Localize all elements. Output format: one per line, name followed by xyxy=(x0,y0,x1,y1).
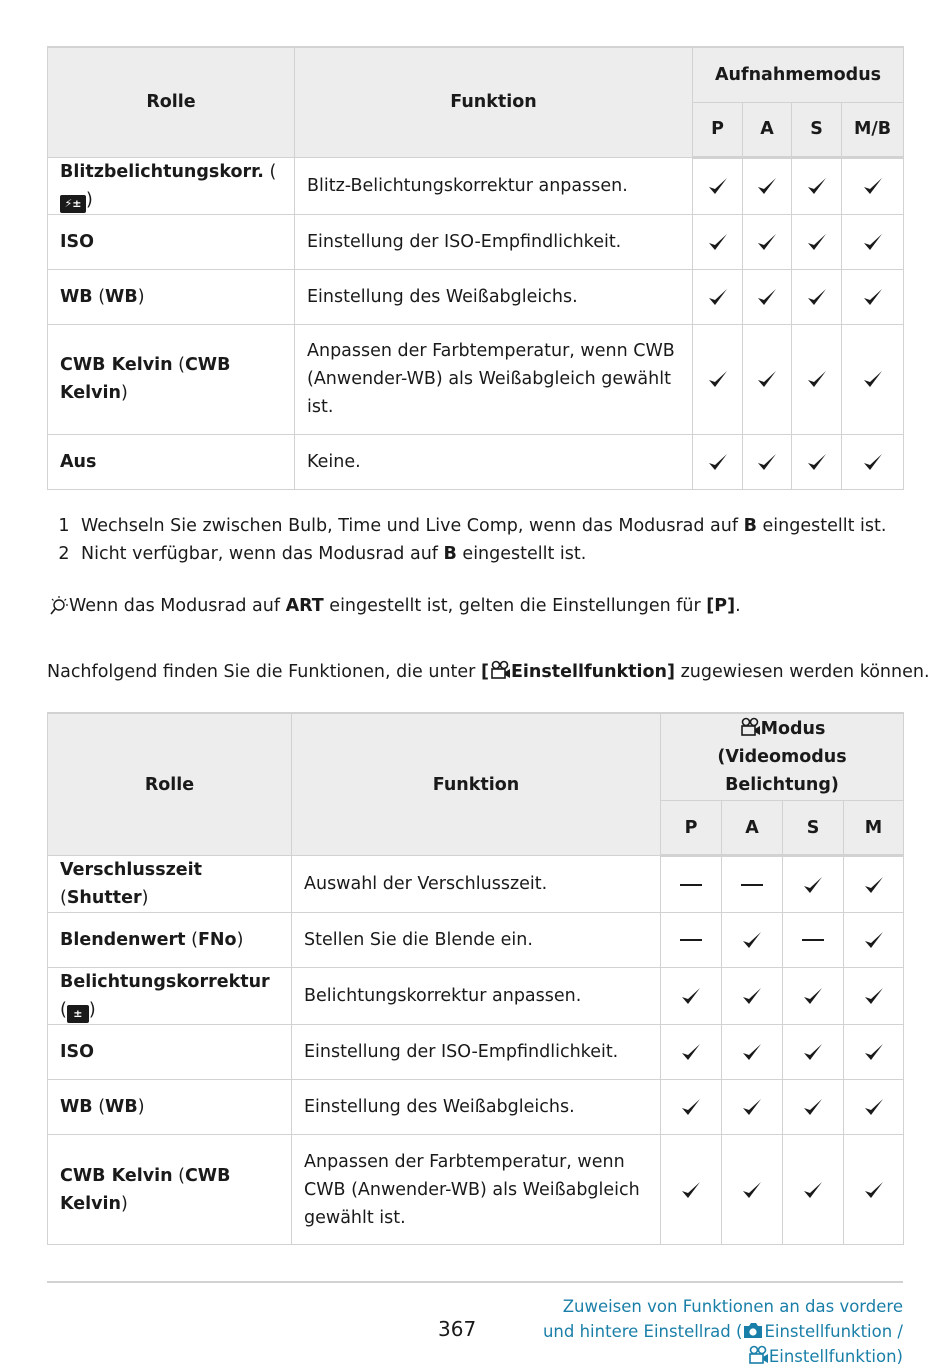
mode-cell xyxy=(722,856,783,913)
mode-cell xyxy=(792,269,842,324)
header-mode-a: A xyxy=(722,801,783,856)
function-cell: Anpassen der Farbtemperatur, wenn CWB (Anwender-WB) als Weißabgleich gewählt ist. xyxy=(295,324,693,434)
check-icon xyxy=(707,451,729,473)
header-function: Funktion xyxy=(295,47,693,157)
mode-cell xyxy=(783,1025,844,1080)
table-row xyxy=(48,1080,904,1135)
table-row xyxy=(48,968,904,1025)
mode-cell xyxy=(743,324,792,434)
mode-cell xyxy=(844,1025,904,1080)
role-short: CWB Kelvin xyxy=(60,355,231,403)
footnote-2: 2 Nicht verfügbar, wenn das Modusrad auf B eingestellt ist. xyxy=(58,544,587,564)
section-link-line2[interactable]: und hintere Einstellrad ( Einstellfunktion / xyxy=(542,1322,903,1341)
role-short: FNo xyxy=(197,930,237,950)
table-row xyxy=(48,269,904,324)
check-icon xyxy=(741,929,763,951)
check-icon xyxy=(802,1041,824,1063)
mode-cell xyxy=(844,968,904,1025)
role-name: Aus xyxy=(60,451,97,472)
mode-cell xyxy=(693,157,743,214)
mode-cell xyxy=(743,157,792,214)
mode-cell xyxy=(783,1135,844,1245)
check-icon xyxy=(707,286,729,308)
section-link-line1[interactable]: Zuweisen von Funktionen an das vordere xyxy=(562,1297,903,1316)
check-icon xyxy=(862,368,884,390)
header-mode-m: M xyxy=(844,801,904,856)
mode-cell xyxy=(693,269,743,324)
check-icon xyxy=(806,175,828,197)
mode-cell xyxy=(722,913,783,968)
check-icon xyxy=(802,1179,824,1201)
check-icon xyxy=(680,1096,702,1118)
role-name: Belichtungskorrektur xyxy=(60,972,270,992)
check-icon xyxy=(863,1041,885,1063)
header-mode-a: A xyxy=(743,102,792,157)
header-mode-p: P xyxy=(693,102,743,157)
function-cell: Anpassen der Farbtemperatur, wenn CWB (Anwender-WB) als Weißabgleich gewählt ist. xyxy=(292,1135,661,1245)
movie-icon xyxy=(739,717,761,737)
function-table-movie xyxy=(47,712,904,1245)
function-cell: Einstellung der ISO-Empfindlichkeit. xyxy=(295,214,693,269)
check-icon xyxy=(806,368,828,390)
page-number: 367 xyxy=(438,1317,477,1341)
mode-cell xyxy=(844,1135,904,1245)
role-short: Shutter xyxy=(66,888,142,908)
mode-cell xyxy=(661,1025,722,1080)
check-icon xyxy=(756,368,778,390)
check-icon xyxy=(863,985,885,1007)
check-icon xyxy=(707,175,729,197)
tip-note: Wenn das Modusrad auf ART eingestellt ist, gelten die Einstellungen für [P]. xyxy=(47,592,741,620)
dash-icon xyxy=(802,939,824,941)
role-cell: WB (WB) xyxy=(48,269,295,324)
footer-divider xyxy=(47,1281,903,1283)
mode-cell xyxy=(783,913,844,968)
header-mode-group: Aufnahmemodus xyxy=(693,47,904,102)
dash-icon xyxy=(741,884,763,886)
check-icon xyxy=(862,175,884,197)
header-mode-s: S xyxy=(783,801,844,856)
movie-icon xyxy=(747,1345,769,1365)
check-icon xyxy=(756,451,778,473)
intro-text: Nachfolgend finden Sie die Funktionen, die unter [ Einstellfunktion] zugewiesen werden können. xyxy=(47,662,930,682)
role-cell xyxy=(48,1025,292,1080)
role-cell: Verschlusszeit (Shutter) xyxy=(48,856,292,913)
section-link-line3[interactable]: Einstellfunktion) xyxy=(523,1344,903,1369)
check-icon xyxy=(802,1096,824,1118)
role-name: CWB Kelvin xyxy=(60,1165,173,1186)
check-icon xyxy=(863,874,885,896)
check-icon xyxy=(863,1096,885,1118)
mode-cell xyxy=(743,269,792,324)
movie-icon xyxy=(489,660,511,680)
role-name: CWB Kelvin xyxy=(60,355,173,375)
mode-cell xyxy=(844,913,904,968)
mode-cell xyxy=(842,214,904,269)
mode-cell xyxy=(693,214,743,269)
mode-cell xyxy=(661,913,722,968)
function-cell: Stellen Sie die Blende ein. xyxy=(292,913,661,968)
mode-cell xyxy=(722,1080,783,1135)
flash-exposure-icon: ⚡± xyxy=(60,195,86,213)
header-mode-s: S xyxy=(792,102,842,157)
header-mode-line2: (Videomodus Belichtung) xyxy=(717,747,847,795)
role-cell xyxy=(48,434,295,489)
function-cell: Belichtungskorrektur anpassen. xyxy=(292,968,661,1025)
mode-cell xyxy=(783,856,844,913)
check-icon xyxy=(680,1041,702,1063)
mode-cell xyxy=(661,1135,722,1245)
mode-cell xyxy=(842,324,904,434)
role-name: WB xyxy=(60,1097,93,1117)
header-mode-p: P xyxy=(661,801,722,856)
role-cell xyxy=(48,214,295,269)
check-icon xyxy=(862,451,884,473)
mode-cell xyxy=(844,856,904,913)
check-icon xyxy=(862,286,884,308)
check-icon xyxy=(802,985,824,1007)
role-short: WB xyxy=(105,286,138,307)
role-name: Verschlusszeit xyxy=(60,860,203,880)
exposure-comp-icon: ± xyxy=(67,1005,89,1023)
role-cell: CWB Kelvin (CWB Kelvin) xyxy=(48,1135,292,1245)
mode-cell xyxy=(792,157,842,214)
table-row xyxy=(48,1135,904,1245)
tip-bulb-icon xyxy=(47,594,69,616)
mode-cell xyxy=(844,1080,904,1135)
function-cell: Einstellung des Weißabgleichs. xyxy=(292,1080,661,1135)
camera-icon xyxy=(742,1321,764,1339)
check-icon xyxy=(802,874,824,896)
check-icon xyxy=(806,451,828,473)
mode-cell xyxy=(743,434,792,489)
mode-cell xyxy=(693,434,743,489)
role-cell: Blitzbelichtungskorr. (⚡± ) xyxy=(48,157,295,214)
mode-cell xyxy=(842,157,904,214)
mode-cell xyxy=(661,856,722,913)
footnote-1: 1 Wechseln Sie zwischen Bulb, Time und Live Comp, wenn das Modusrad auf B eingestellt ist. xyxy=(58,516,887,536)
role-name: ISO xyxy=(60,231,94,252)
mode-cell xyxy=(722,1025,783,1080)
table-row xyxy=(48,157,904,214)
role-cell: WB (WB) xyxy=(48,1080,292,1135)
header-role: Rolle xyxy=(48,713,292,856)
mode-cell xyxy=(783,1080,844,1135)
check-icon xyxy=(680,1179,702,1201)
function-cell: Einstellung des Weißabgleichs. xyxy=(295,269,693,324)
mode-cell xyxy=(722,968,783,1025)
mode-cell xyxy=(661,1080,722,1135)
table-row xyxy=(48,214,904,269)
header-role: Rolle xyxy=(48,47,295,157)
check-icon xyxy=(741,1096,763,1118)
role-cell: Belichtungskorrektur ( ± ) xyxy=(48,968,292,1025)
check-icon xyxy=(741,985,763,1007)
header-mode-line1: Modus xyxy=(662,715,902,743)
table-row xyxy=(48,324,904,434)
check-icon xyxy=(863,929,885,951)
dash-icon xyxy=(680,884,702,886)
check-icon xyxy=(707,231,729,253)
check-icon xyxy=(707,368,729,390)
header-mode-mb: M/B xyxy=(842,102,904,157)
role-short: WB xyxy=(105,1097,138,1117)
table-row xyxy=(48,434,904,489)
role-short: CWB Kelvin xyxy=(60,1165,231,1214)
dash-icon xyxy=(680,939,702,941)
mode-cell xyxy=(842,269,904,324)
function-cell: Auswahl der Verschlusszeit. xyxy=(292,856,661,913)
check-icon xyxy=(756,231,778,253)
check-icon xyxy=(756,175,778,197)
table-row xyxy=(48,1025,904,1080)
function-table-photo xyxy=(47,46,904,490)
check-icon xyxy=(863,1179,885,1201)
mode-cell xyxy=(792,434,842,489)
mode-cell xyxy=(792,324,842,434)
check-icon xyxy=(741,1179,763,1201)
mode-cell xyxy=(743,214,792,269)
mode-cell xyxy=(693,324,743,434)
role-name: WB xyxy=(60,286,93,307)
header-mode-group xyxy=(661,713,904,801)
role-name: Blendenwert xyxy=(60,930,186,950)
check-icon xyxy=(756,286,778,308)
table-row xyxy=(48,913,904,968)
function-cell: Keine. xyxy=(295,434,693,489)
function-cell: Blitz-Belichtungskorrektur anpassen. xyxy=(295,157,693,214)
mode-cell xyxy=(783,968,844,1025)
mode-cell xyxy=(661,968,722,1025)
section-link[interactable] xyxy=(523,1294,903,1369)
table-row xyxy=(48,856,904,913)
function-cell: Einstellung der ISO-Empfindlichkeit. xyxy=(292,1025,661,1080)
check-icon xyxy=(806,231,828,253)
check-icon xyxy=(741,1041,763,1063)
check-icon xyxy=(680,985,702,1007)
header-function: Funktion xyxy=(292,713,661,856)
mode-cell xyxy=(722,1135,783,1245)
role-cell: Blendenwert (FNo) xyxy=(48,913,292,968)
check-icon xyxy=(862,231,884,253)
mode-cell xyxy=(842,434,904,489)
role-cell: CWB Kelvin (CWB Kelvin) xyxy=(48,324,295,434)
mode-cell xyxy=(792,214,842,269)
role-name: ISO xyxy=(60,1042,94,1062)
check-icon xyxy=(806,286,828,308)
role-name: Blitzbelichtungskorr. xyxy=(60,161,264,182)
